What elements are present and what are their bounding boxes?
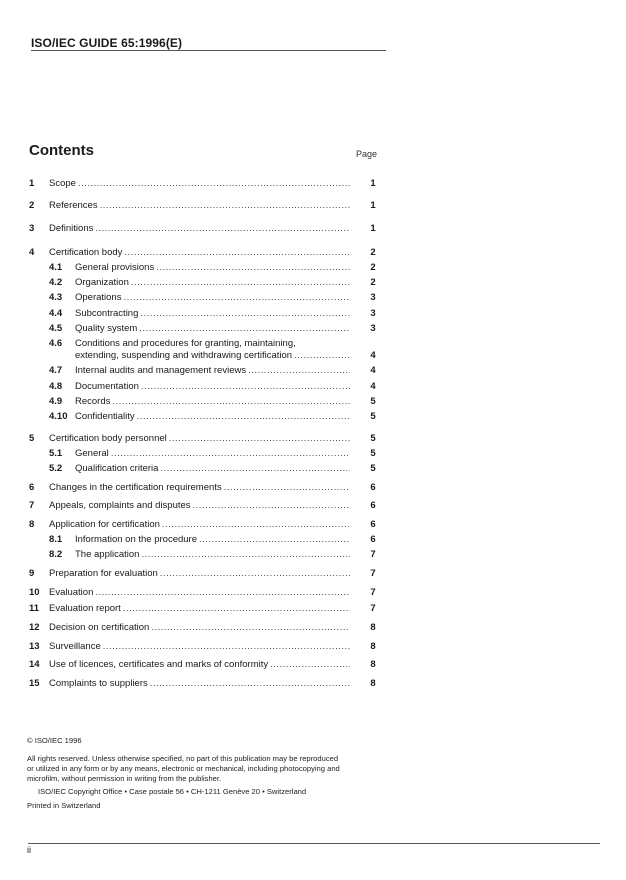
- toc-entry-page: 5: [370, 448, 376, 459]
- toc-entry-number: 2: [29, 200, 35, 211]
- toc-entry-label-text: Changes in the certification requirements: [49, 482, 222, 493]
- toc-entry-page: 2: [370, 247, 376, 258]
- toc-entry-label[interactable]: [49, 199, 350, 213]
- leader-dots: [162, 518, 350, 532]
- toc-entry-label-text: Records: [75, 396, 111, 407]
- toc-entry-label-text: Certification body: [49, 247, 123, 258]
- leader-dots: [95, 222, 350, 236]
- toc-entry-label[interactable]: [49, 602, 350, 616]
- toc-entry-label[interactable]: [75, 395, 350, 409]
- leader-dots: [95, 586, 350, 600]
- toc-entry-label[interactable]: [75, 447, 350, 461]
- toc-entry-label-text: Subcontracting: [75, 308, 139, 319]
- toc-entry-label[interactable]: [49, 499, 350, 513]
- toc-entry-label-text: References: [49, 200, 98, 211]
- toc-entry-number: 4.10: [49, 411, 68, 422]
- toc-entry-page: 8: [370, 641, 376, 652]
- leader-dots: [78, 177, 350, 191]
- rights-line-2: or utilized in any form or by any means, electronic or mechanical, including photocopying and: [27, 764, 340, 773]
- toc-entry-number: 4.7: [49, 365, 63, 376]
- printed-in: Printed in Switzerland: [27, 801, 101, 810]
- toc-entry-label-text: Complaints to suppliers: [49, 678, 148, 689]
- toc-entry-number: 4.2: [49, 277, 63, 288]
- toc-entry-number: 4: [29, 247, 35, 258]
- toc-entry-number: 11: [29, 603, 40, 614]
- toc-entry-label[interactable]: [49, 518, 350, 532]
- toc-entry-number: 7: [29, 500, 35, 511]
- leader-dots: [169, 432, 350, 446]
- toc-entry-number: 9: [29, 568, 35, 579]
- contents-title: Contents: [29, 142, 94, 159]
- toc-entry-label[interactable]: [75, 307, 350, 321]
- toc-entry-label-text: General provisions: [75, 262, 155, 273]
- toc-entry-label[interactable]: [49, 586, 350, 600]
- toc-entry-label[interactable]: [49, 621, 350, 635]
- leader-dots: [160, 462, 350, 476]
- toc-entry-page: 4: [370, 365, 376, 376]
- leader-dots: [140, 307, 350, 321]
- toc-entry-page: 3: [370, 323, 376, 334]
- toc-entry-label[interactable]: [75, 276, 350, 290]
- footer-rule: [28, 843, 600, 844]
- document-id: ISO/IEC GUIDE 65:1996(E): [31, 36, 183, 50]
- leader-dots: [151, 621, 350, 635]
- toc-entry-page: 1: [370, 178, 376, 189]
- toc-entry-label[interactable]: [75, 410, 350, 424]
- toc-entry-number: 10: [29, 587, 40, 598]
- toc-entry-label[interactable]: [49, 246, 350, 260]
- toc-entry-page: 8: [370, 622, 376, 633]
- toc-entry-page: 5: [370, 433, 376, 444]
- toc-entry-page: 1: [370, 200, 376, 211]
- toc-entry-label-text: Operations: [75, 292, 122, 303]
- page-number: ii: [27, 845, 31, 855]
- leader-dots: [123, 291, 350, 305]
- toc-entry-label[interactable]: [75, 548, 350, 562]
- toc-entry-number: 14: [29, 659, 40, 670]
- page-column-label: Page: [356, 149, 378, 159]
- toc-entry-label-text: The application: [75, 549, 140, 560]
- leader-dots: [131, 276, 350, 290]
- toc-entry-label-text: Preparation for evaluation: [49, 568, 158, 579]
- toc-entry-number: 15: [29, 678, 40, 689]
- toc-entry-label-text: Use of licences, certificates and marks of conformity: [49, 659, 269, 670]
- copyright-office: ISO/IEC Copyright Office • Case postale 56 • CH-1211 Genève 20 • Switzerland: [38, 787, 307, 796]
- toc-entry-label-text: Qualification criteria: [75, 463, 159, 474]
- toc-entry-page: 6: [370, 519, 376, 530]
- leader-dots: [103, 640, 350, 654]
- leader-dots: [150, 677, 350, 691]
- header-rule: [31, 50, 386, 51]
- toc-entry-label-text: Definitions: [49, 223, 94, 234]
- toc-entry-number: 6: [29, 482, 35, 493]
- toc-entry-label-text: Scope: [49, 178, 76, 189]
- toc-entry-page: 6: [370, 534, 376, 545]
- toc-entry-label-text: Appeals, complaints and disputes: [49, 500, 191, 511]
- toc-entry-page: 5: [370, 411, 376, 422]
- toc-entry-page: 2: [370, 277, 376, 288]
- toc-entry-label-text: extending, suspending and withdrawing certification: [75, 350, 293, 361]
- toc-entry-page: 7: [370, 549, 376, 560]
- toc-entry-number: 3: [29, 223, 35, 234]
- leader-dots: [270, 658, 350, 672]
- toc-entry-label-text: Confidentiality: [75, 411, 135, 422]
- toc-entry-label-text: Decision on certification: [49, 622, 150, 633]
- leader-dots: [137, 410, 350, 424]
- leader-dots: [100, 199, 350, 213]
- toc-entry-page: 4: [370, 381, 376, 392]
- toc-entry-label[interactable]: [75, 291, 350, 305]
- toc-entry-label[interactable]: [75, 322, 350, 336]
- toc-entry-label[interactable]: [49, 222, 350, 236]
- toc-entry-number: 4.8: [49, 381, 63, 392]
- toc-entry-number: 1: [29, 178, 35, 189]
- toc-entry-page: 3: [370, 308, 376, 319]
- toc-entry-number: 5: [29, 433, 35, 444]
- leader-dots: [112, 395, 350, 409]
- leader-dots: [139, 322, 350, 336]
- toc-entry-number: 12: [29, 622, 40, 633]
- toc-entry-label[interactable]: [49, 567, 350, 581]
- rights-line-1: All rights reserved. Unless otherwise specified, no part of this publication may be reproduced: [27, 754, 339, 763]
- leader-dots: [224, 481, 350, 495]
- toc-entry-label[interactable]: [49, 658, 350, 672]
- toc-entry-label-text: Surveillance: [49, 641, 101, 652]
- leader-dots: [199, 533, 350, 547]
- leader-dots: [193, 499, 350, 513]
- toc-entry-number: 5.1: [49, 448, 63, 459]
- leader-dots: [248, 364, 350, 378]
- leader-dots: [123, 602, 350, 616]
- toc-entry-number: 4.4: [49, 308, 63, 319]
- toc-entry-page: 4: [370, 350, 376, 361]
- toc-entry-label[interactable]: [49, 640, 350, 654]
- leader-dots: [156, 261, 350, 275]
- toc-entry-page: 6: [370, 482, 376, 493]
- toc-entry-page: 2: [370, 262, 376, 273]
- toc-entry-page: 1: [370, 223, 376, 234]
- toc-entry-label-text: Quality system: [75, 323, 138, 334]
- toc-entry-label-text: Information on the procedure: [75, 534, 197, 545]
- toc-entry-number: 4.1: [49, 262, 63, 273]
- toc-entry-page: 6: [370, 500, 376, 511]
- toc-entry-label[interactable]: [75, 533, 350, 547]
- toc-entry-label[interactable]: [49, 177, 350, 191]
- toc-entry-label[interactable]: [75, 261, 350, 275]
- toc-entry-label-text: General: [75, 448, 109, 459]
- toc-entry-number: 8.1: [49, 534, 63, 545]
- leader-dots: [141, 548, 350, 562]
- leader-dots: [141, 380, 350, 394]
- toc-entry-page: 8: [370, 659, 376, 670]
- toc-entry-page: 7: [370, 587, 376, 598]
- toc-entry-label-text: Documentation: [75, 381, 139, 392]
- toc-entry-label[interactable]: [75, 380, 350, 394]
- toc-entry-page: 7: [370, 603, 376, 614]
- toc-entry-label-text: Evaluation: [49, 587, 94, 598]
- toc-entry-page: 5: [370, 463, 376, 474]
- toc-entry-label[interactable]: [49, 481, 350, 495]
- toc-entry-number: 4.5: [49, 323, 63, 334]
- toc-entry-label[interactable]: [75, 462, 350, 476]
- leader-dots: [294, 349, 350, 363]
- toc-entry-number: 4.9: [49, 396, 63, 407]
- toc-entry-label[interactable]: Conditions and procedures for granting, maintaining,: [75, 338, 296, 349]
- toc-entry-label-text: Organization: [75, 277, 129, 288]
- toc-entry-number: 4.3: [49, 292, 63, 303]
- toc-entry-label[interactable]: [49, 432, 350, 446]
- toc-entry-page: 5: [370, 396, 376, 407]
- toc-entry-number: 13: [29, 641, 40, 652]
- toc-entry-label[interactable]: [49, 677, 350, 691]
- toc-entry-page: 7: [370, 568, 376, 579]
- copyright-line: © ISO/IEC 1996: [27, 736, 82, 745]
- toc-entry-number: 5.2: [49, 463, 63, 474]
- leader-dots: [124, 246, 350, 260]
- toc-entry-label-continued[interactable]: [75, 349, 350, 363]
- toc-entry-number: 8.2: [49, 549, 63, 560]
- leader-dots: [160, 567, 350, 581]
- leader-dots: [111, 447, 350, 461]
- toc-entry-label-text: Evaluation report: [49, 603, 121, 614]
- toc-entry-label[interactable]: [75, 364, 350, 378]
- toc-entry-number: 8: [29, 519, 35, 530]
- toc-entry-page: 8: [370, 678, 376, 689]
- toc-entry-label-text: Application for certification: [49, 519, 160, 530]
- toc-entry-number: 4.6: [49, 338, 63, 349]
- rights-line-3: microfilm, without permission in writing from the publisher.: [27, 774, 222, 783]
- toc-entry-label-text: Internal audits and management reviews: [75, 365, 247, 376]
- toc-entry-label-text: Certification body personnel: [49, 433, 167, 444]
- toc-entry-page: 3: [370, 292, 376, 303]
